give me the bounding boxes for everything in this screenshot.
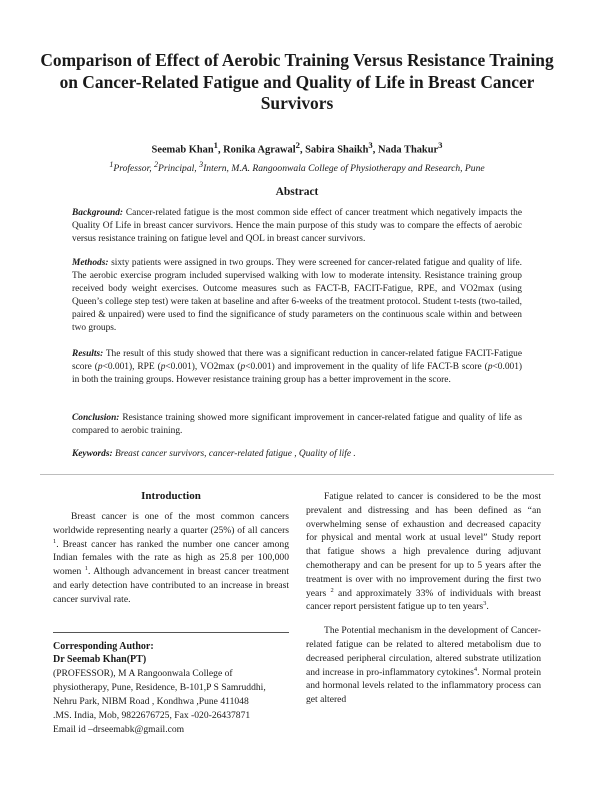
citation-ref: 1 xyxy=(53,537,57,545)
corresponding-author-name: Dr Seemab Khan(PT) xyxy=(53,654,147,666)
paper-title: Comparison of Effect of Aerobic Training Versus Resistance Training on Cancer-Related Fatigue and Quality of Life in Breast Cancer Survivors xyxy=(40,50,554,113)
citation-ref: 1 xyxy=(84,565,88,572)
author-affiliation-mark: 1 xyxy=(213,140,218,150)
affiliation-text: Professor, xyxy=(113,163,155,175)
background-text: Cancer-related fatigue is the most common side effect of cancer treatment which negatively impacts the Quality Of Life in breast cancer survivors. Hence the main purpose of this study was to compare the effects of aerobic versus resistance training on fatigue level and QOL in breast cancer survivors. xyxy=(72,208,522,245)
methods-label: Methods: xyxy=(72,258,109,268)
methods-text: sixty patients were assigned in two groups. They were screened for cancer-related fatigue and quality of life. The aerobic exercise program included supervised walking with low to moderate intensity. Resistance training group received body weight exercises. Outcome measures such as FACT-B, FACIT-Fatigue, RPE, and VO2max (using Queen’s college step test) were taken at baseline and after 6-weeks of the treatment protocol. Student t-tests (two-tailed, paired & unpaired) were used to find the significance of study parameters on the continuous scale within and between two groups. xyxy=(72,258,522,334)
author-affiliation-mark: 3 xyxy=(368,140,373,150)
paragraph-text: . Normal protein and hormonal levels related to the inflammatory process can get altered xyxy=(306,666,541,706)
paragraph-text: The Potential mechanism in the development of Cancer-related fatigue can be related to altered metabolism due to decreased peripheral circulation, altered substrate utilization and increase in pro-inflammatory cytokines xyxy=(306,625,541,678)
abstract-conclusion xyxy=(72,412,522,438)
abstract-heading: Abstract xyxy=(275,186,319,198)
p-value-symbol: p xyxy=(160,362,166,373)
abstract-methods xyxy=(72,257,522,336)
corresponding-address-line: Nehru Park, NIBM Road , Kondhwa ,Pune 411048 xyxy=(53,695,249,707)
background-label: Background: xyxy=(72,208,124,218)
paragraph-text: and approximately 33% of individuals with breast cancer report persistent fatigue up to ten years xyxy=(306,587,541,613)
corresponding-address-line: physiotherapy, Pune, Residence, B-101,P S Samruddhi, xyxy=(53,681,266,693)
p-value-symbol: p xyxy=(97,362,103,373)
author-affiliation-mark: 2 xyxy=(295,140,300,150)
author-name: Seemab Khan xyxy=(151,144,214,156)
affiliation-mark: 3 xyxy=(199,160,204,169)
paragraph-text: Breast cancer is one of the most common cancers worldwide representing nearly a quarter (25%) of all cancers xyxy=(53,511,289,536)
author-name: Nada Thakur xyxy=(377,144,439,156)
keywords-text: Breast cancer survivors, cancer-related fatigue , Quality of life . xyxy=(112,449,356,459)
results-text: The result of this study showed that there was a significant reduction in cancer-related fatigue FACIT-Fatigue score ( xyxy=(72,349,522,373)
paragraph-text: Fatigue related to cancer is considered to be the most prevalent and distressing and has been defined as “an overwhelming sense of exhaustion and decreased capacity for physical and mental work at usual level” Study report that fatigue shows a high prevalence during adjuvant chemotherapy and can be present for up to 5 years after the treatment is over with no improvement during the first two years xyxy=(306,491,541,599)
citation-ref: 4 xyxy=(473,665,478,673)
results-text: <0.001) and improvement in the quality of life FACT-B score ( xyxy=(245,362,488,373)
abstract-results xyxy=(72,348,522,387)
citation-ref: 3 xyxy=(483,600,487,608)
left-column xyxy=(53,490,289,607)
paragraph-text: . Although advancement in breast cancer treatment and early detection have contributed to an increase in breast cancer survival rate. xyxy=(53,566,289,605)
results-text: <0.001), RPE ( xyxy=(102,362,161,373)
author-list: Seemab Khan$^1$, Ronika Agrawal$^2$, Sabira Shaikh$^3$, Nada Thakur$^3$ xyxy=(151,140,443,156)
introduction-heading: Introduction xyxy=(141,490,201,502)
fatigue-paragraph xyxy=(306,490,541,614)
author-affiliation-mark: 3 xyxy=(438,140,443,150)
paragraph-text: . xyxy=(486,601,489,613)
corresponding-author-title: Corresponding Author: xyxy=(53,641,154,652)
corresponding-address-line: .MS. India, Mob, 9822676725, Fax -020-26437871 xyxy=(53,709,251,721)
affiliation-mark: 2 xyxy=(154,160,159,169)
corresponding-address-line: (PROFESSOR), M A Rangoonwala College of xyxy=(53,667,233,679)
affiliations xyxy=(30,159,564,175)
corresponding-email: Email id –drseemabk@gmail.com xyxy=(53,723,185,735)
abstract-divider xyxy=(40,474,554,475)
affiliation-mark: 1 xyxy=(109,160,114,169)
abstract-keywords xyxy=(72,448,522,461)
intro-paragraph xyxy=(53,510,289,607)
affiliation-text: Intern, M.A. Rangoonwala College of Physiotherapy and Research, Pune xyxy=(203,163,485,175)
p-value-symbol: p xyxy=(487,362,493,373)
right-column xyxy=(306,490,541,707)
abstract-background xyxy=(72,207,522,246)
results-label: Results: xyxy=(72,349,104,359)
corresponding-author-box xyxy=(53,632,289,737)
results-text: <0.001), VO2max ( xyxy=(165,362,241,373)
conclusion-label: Conclusion: xyxy=(72,413,120,423)
conclusion-text: Resistance training showed more significant improvement in cancer-related fatigue and quality of life as compared to aerobic training. xyxy=(72,413,522,437)
mechanism-paragraph xyxy=(306,624,541,707)
paragraph-text: . Breast cancer has ranked the number one cancer among Indian females with the rate as high as 25.8 per 100,000 women xyxy=(53,538,289,578)
affiliation-text: Principal, xyxy=(158,163,200,175)
author-name: Sabira Shaikh xyxy=(305,144,369,156)
results-text: <0.001) in both the training groups. However resistance training group has a better improvement in the score. xyxy=(72,362,523,386)
keywords-label: Keywords: xyxy=(72,449,113,459)
citation-ref: 2 xyxy=(330,586,334,594)
p-value-symbol: p xyxy=(240,362,246,373)
author-name: Ronika Agrawal xyxy=(223,144,296,156)
